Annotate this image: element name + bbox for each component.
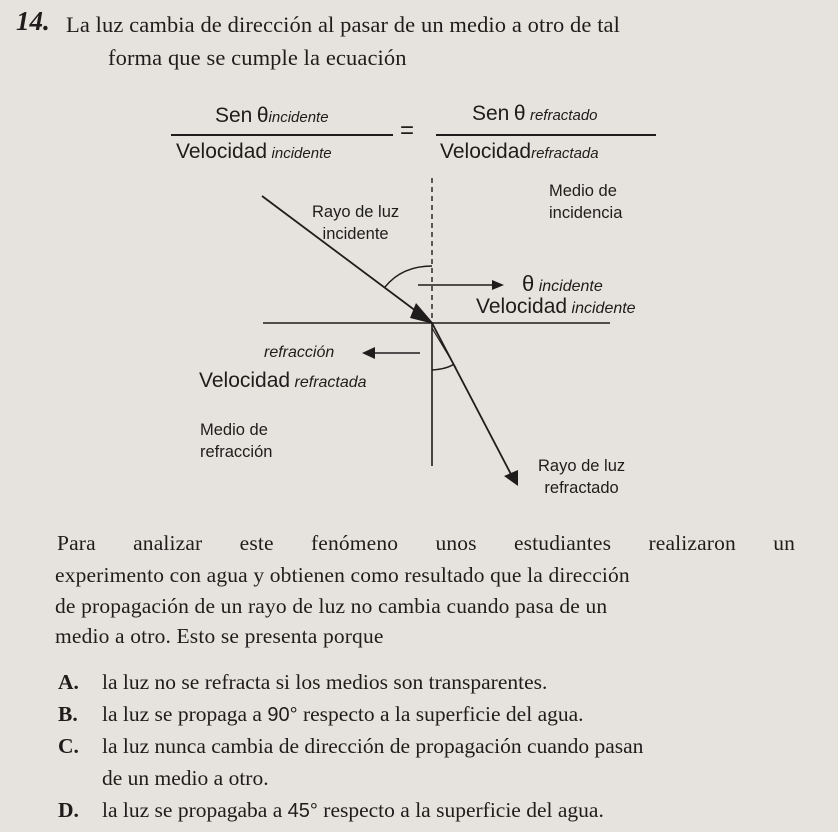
question-intro-line-1: La luz cambia de dirección al pasar de un medio a otro de tal xyxy=(66,12,620,37)
velocidad-word: Velocidad xyxy=(176,140,268,163)
numerator-sub: refractado xyxy=(529,107,598,124)
option-text-line-2: de un medio a otro. xyxy=(102,766,269,790)
option-letter: C. xyxy=(58,734,79,758)
medio-refraccion-label xyxy=(200,419,272,463)
velocidad-word: Velocidad xyxy=(476,295,568,318)
option-letter: A. xyxy=(58,670,79,694)
theta-symbol: θ xyxy=(522,271,535,296)
velocidad-refractada-label xyxy=(199,369,367,393)
refracted-angle-arc xyxy=(432,364,454,370)
sen-word: Sen xyxy=(215,104,253,127)
rayo-incidente-line-2: incidente xyxy=(322,225,389,243)
velocidad-word: Velocidad xyxy=(199,369,291,392)
refracted-angle-bracket xyxy=(432,328,456,368)
option-text-before: la luz se propagaba a xyxy=(102,798,288,822)
refraccion-pointer-arrowhead xyxy=(362,347,375,359)
option-text: la luz nunca cambia de dirección de propagación cuando pasan xyxy=(102,734,644,758)
option-text xyxy=(102,702,584,727)
option-b[interactable] xyxy=(58,702,584,727)
paragraph-line-3: de propagación de un rayo de luz no cambia cuando pasa de un xyxy=(55,594,608,618)
sen-word: Sen xyxy=(472,102,510,125)
theta-pointer-arrowhead xyxy=(492,280,504,290)
velocidad-incidente-label xyxy=(476,295,636,319)
numerator-sub: incidente xyxy=(268,109,329,126)
option-text: la luz no se refracta si los medios son transparentes. xyxy=(102,670,548,694)
option-text-before: la luz se propaga a xyxy=(102,702,268,726)
velocidad-sub: refractada xyxy=(294,374,367,391)
option-text xyxy=(102,798,604,823)
paragraph-line-2: experimento con agua y obtienen como resultado que la dirección xyxy=(55,563,630,587)
option-c[interactable] xyxy=(58,734,644,790)
medio-refraccion-line-1: Medio de xyxy=(200,421,268,439)
option-angle-value: 90° xyxy=(267,704,298,726)
theta-symbol: θ xyxy=(513,102,526,125)
medio-incidencia-line-1: Medio de xyxy=(549,182,617,200)
paragraph-line-4: medio a otro. Esto se presenta porque xyxy=(55,624,384,648)
question-intro-line-2: forma que se cumple la ecuación xyxy=(108,45,407,70)
option-a[interactable] xyxy=(58,670,548,695)
paragraph-line-1: Para analizar este fenómeno unos estudiantes realizaron un xyxy=(57,531,795,555)
option-text-after: respecto a la superficie del agua. xyxy=(297,702,584,726)
medio-incidencia-line-2: incidencia xyxy=(549,204,623,222)
rayo-refractado-label xyxy=(538,455,625,499)
option-letter: D. xyxy=(58,798,79,822)
option-letter: B. xyxy=(58,702,78,726)
rayo-refractado-line-2: refractado xyxy=(544,479,619,497)
question-number: 14. xyxy=(16,6,50,36)
medio-refraccion-line-2: refracción xyxy=(200,443,273,461)
theta-sub: incidente xyxy=(538,278,603,295)
denominator-sub: refractada xyxy=(531,145,599,162)
denominator-sub: incidente xyxy=(271,145,332,162)
theta-incidente-label xyxy=(522,271,603,297)
option-angle-value: 45° xyxy=(287,800,318,822)
theta-symbol: θ xyxy=(256,104,269,127)
rayo-refractado-line-1: Rayo de luz xyxy=(538,457,626,475)
refracted-ray xyxy=(432,323,514,480)
incident-ray-arrowhead xyxy=(410,303,434,324)
velocidad-sub: incidente xyxy=(571,300,636,317)
rayo-incidente-label xyxy=(312,201,399,245)
velocidad-word: Velocidad xyxy=(440,140,532,163)
option-d[interactable] xyxy=(58,798,604,823)
option-text-after: respecto a la superficie del agua. xyxy=(317,798,604,822)
equals-sign: = xyxy=(400,117,415,144)
incident-angle-arc xyxy=(385,266,432,287)
refraccion-label: refracción xyxy=(264,344,335,361)
rayo-incidente-line-1: Rayo de luz xyxy=(312,203,400,221)
medio-incidencia-label xyxy=(549,180,622,224)
